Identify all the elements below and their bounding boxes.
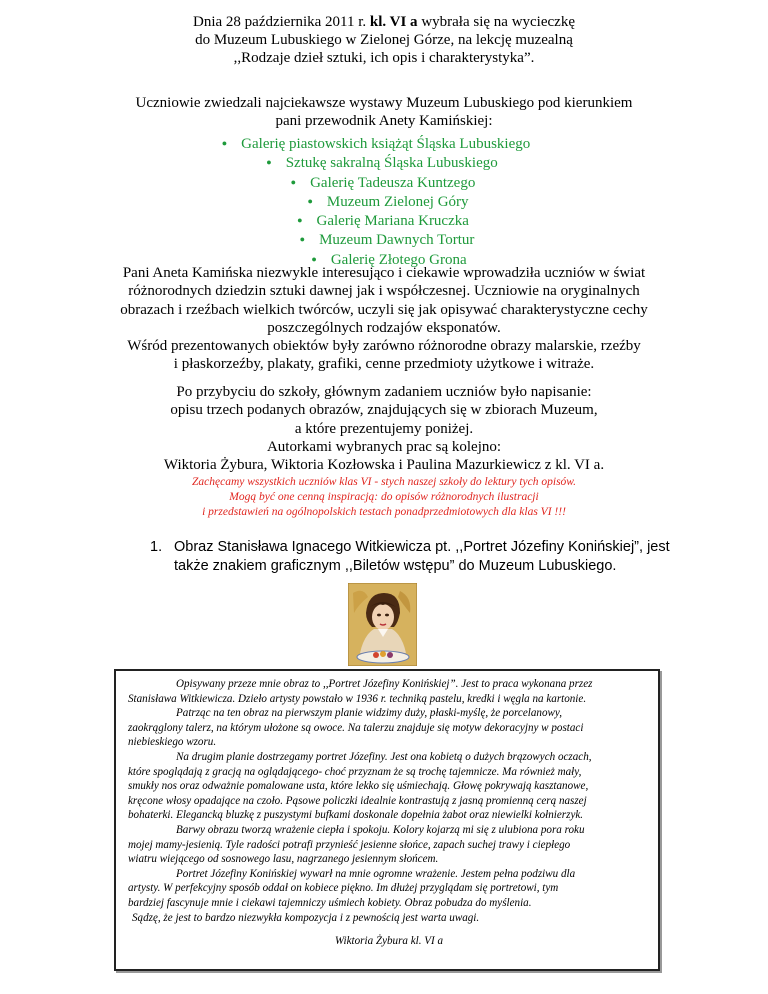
gallery-item: ● Muzeum Dawnych Tortur bbox=[299, 232, 475, 249]
gallery-item: ● Muzeum Zielonej Góry bbox=[307, 193, 469, 210]
essay-text bbox=[128, 677, 650, 949]
essay-line: zaokrąglony talerz, na którym ułożone są owoce. Na talerzu znajduje się motyw dekoracyjny w postaci bbox=[128, 721, 584, 734]
bullet-icon: ● bbox=[290, 176, 297, 187]
essay-line: wiatru wiejącego od sosnowego lasu, nagrzanego jesiennym słońcem. bbox=[128, 853, 439, 866]
text-line: Po przybyciu do szkoły, głównym zadaniem uczniów było napisanie: bbox=[176, 384, 592, 400]
text-line: i płaskorzeźby, plakaty, grafiki, cenne przedmioty użytkowe i witraże. bbox=[173, 356, 595, 373]
essay-line: bardziej fascynuje mnie i ciekawi tajemniczy uśmiech kobiety. Obraz pobudza do myślenia. bbox=[128, 896, 532, 909]
text-line: a które prezentujemy poniżej. bbox=[294, 420, 474, 437]
text-line: opisu trzech podanych obrazów, znajdujących się w zbiorach Muzeum, bbox=[170, 402, 598, 419]
intro-line-2: do Muzeum Lubuskiego w Zielonej Górze, na lekcję muzealną bbox=[195, 32, 573, 48]
visited-paragraph bbox=[0, 94, 768, 130]
essay-line: Portret Józefiny Konińskiej wywarł na mnie ogromne wrażenie. Jestem pełna podziwu dla bbox=[176, 867, 576, 880]
intro-line-3: ,,Rodzaje dzieł sztuki, ich opis i charakterystyka”. bbox=[233, 50, 535, 66]
item-line-1: Obraz Stanisława Ignacego Witkiewicza pt. ,,Portret Józefiny Konińskiej”, jest bbox=[174, 539, 670, 555]
essay-line: Barwy obrazu tworzą wrażenie ciepła i spokoju. Kolory kojarzą mi się z ulubiona pora roku bbox=[176, 823, 585, 836]
text-line: obrazach i rzeźbach wielkich twórców, uczyli się jak opisywać charakterystyczne cechy bbox=[120, 301, 648, 318]
essay-line: kręcone włosy opadające na czoło. Pąsowe policzki idealnie kontrastują z jasną promienną cerą naszej bbox=[128, 794, 587, 807]
essay-line: mojej mamy-jesienią. Tyle radości potrafi przynieść jesienne słońce, zapach suchej trawy i ciepłego bbox=[128, 838, 571, 851]
gallery-item: ● Galerię Tadeusza Kuntzego bbox=[290, 174, 476, 191]
essay-line: niebieskiego wzoru. bbox=[128, 736, 217, 749]
class-name-bold: kl. VI a bbox=[369, 14, 418, 30]
text-line: Wśród prezentowanych obiektów były zarówno różnorodne obrazy malarskie, rzeźby bbox=[127, 338, 641, 355]
gallery-item: ● Sztukę sakralną Śląska Lubuskiego bbox=[266, 155, 498, 172]
text-line: Mogą być one cenną inspiracją: do opisów różnorodnych ilustracji bbox=[229, 491, 539, 503]
encouragement-note bbox=[0, 475, 768, 520]
guide-description bbox=[0, 264, 768, 374]
bullet-icon: ● bbox=[307, 195, 313, 206]
portrait-painting-image bbox=[348, 583, 417, 666]
essay-line: Opisywany przeze mnie obraz to ,,Portret Józefiny Konińskiej”. Jest to praca wykonana przez bbox=[176, 678, 593, 690]
essay-line: Na drugim planie dostrzegamy portret Józefiny. Jest ona kobietą o dużych brązowych oczach, bbox=[176, 750, 592, 763]
text-line: Zachęcamy wszystkich uczniów klas VI - stych naszej szkoły do lektury tych opisów. bbox=[192, 476, 576, 488]
text-line: Wiktoria Żybura, Wiktoria Kozłowska i Paulina Mazurkiewicz z kl. VI a. bbox=[163, 457, 605, 474]
text-line: poszczególnych rodzajów eksponatów. bbox=[267, 319, 501, 336]
text-line: i przedstawień na ogólnopolskich testach ponadprzedmiotowych dla klas VI !!! bbox=[202, 506, 566, 518]
visited-line-1: Uczniowie zwiedzali najciekawsze wystawy Muzeum Lubuskiego pod kierunkiem bbox=[135, 95, 633, 111]
gallery-item: ● Galerię piastowskich książąt Śląska Lubuskiego bbox=[221, 136, 531, 152]
visited-line-2: pani przewodnik Anety Kamińskiej: bbox=[275, 113, 493, 129]
after-trip-paragraph bbox=[0, 383, 768, 474]
essay-signature: Wiktoria Żybura kl. VI a bbox=[334, 935, 444, 948]
bullet-icon: ● bbox=[266, 157, 272, 168]
gallery-item: ● Galerię Mariana Kruczka bbox=[297, 213, 469, 230]
intro-paragraph bbox=[0, 13, 768, 67]
text-line: Autorkami wybranych prac są kolejno: bbox=[266, 438, 502, 455]
bullet-icon: ● bbox=[221, 138, 228, 148]
essay-line: bohaterki. Elegancką bluzkę z puszystymi bufkami doskonale dopełnia żabot oraz niewielki kołnierzyk. bbox=[128, 809, 584, 822]
essay-box bbox=[114, 669, 660, 971]
text-line: różnorodnych dziedzin sztuki dawnej jak i współczesnej. Uczniowie na oryginalnych bbox=[128, 283, 640, 300]
galleries-list bbox=[0, 134, 768, 269]
text-line: Pani Aneta Kamińska niezwykle interesująco i ciekawie wprowadziła uczniów w świat bbox=[122, 265, 646, 281]
bullet-icon: ● bbox=[299, 234, 306, 245]
essay-line: Sądzę, że jest to bardzo niezwykła kompozycja i z pewnością jest warta uwagi. bbox=[132, 911, 480, 924]
essay-line: które spoglądają z gracją na oglądającego- choć przyznam że są trochę tajemnicze. Ma również mały, bbox=[128, 765, 582, 778]
essay-line: artysty. W perfekcyjny sposób oddał on kobiece piękno. Im dłużej przyglądam się portretowi, tym bbox=[128, 882, 559, 895]
essay-line: Stanisława Witkiewicza. Dzieło artysty powstało w 1936 r. techniką pastelu, kredki i węgla na kartonie. bbox=[128, 692, 587, 705]
numbered-item-1 bbox=[150, 538, 710, 575]
item-line-2: także znakiem graficznym ,,Biletów wstępu” do Muzeum Lubuskiego. bbox=[174, 557, 617, 574]
essay-line: Patrząc na ten obraz na pierwszym planie widzimy duży, płaski-myślę, że porcelanowy, bbox=[176, 707, 562, 720]
gallery-item: ● Galerię Złotego Grona bbox=[311, 251, 467, 268]
item-number: 1. bbox=[150, 539, 163, 555]
bullet-icon: ● bbox=[297, 215, 303, 226]
bullet-icon: ● bbox=[311, 253, 317, 264]
essay-line: smukły nos oraz odważnie pomalowane usta, które lekko się uśmiechają. Głowę pokrywają kasztanowe, bbox=[128, 780, 589, 793]
intro-line-1: Dnia 28 października 2011 r. kl. VI a wybrała się na wycieczkę bbox=[193, 14, 575, 30]
